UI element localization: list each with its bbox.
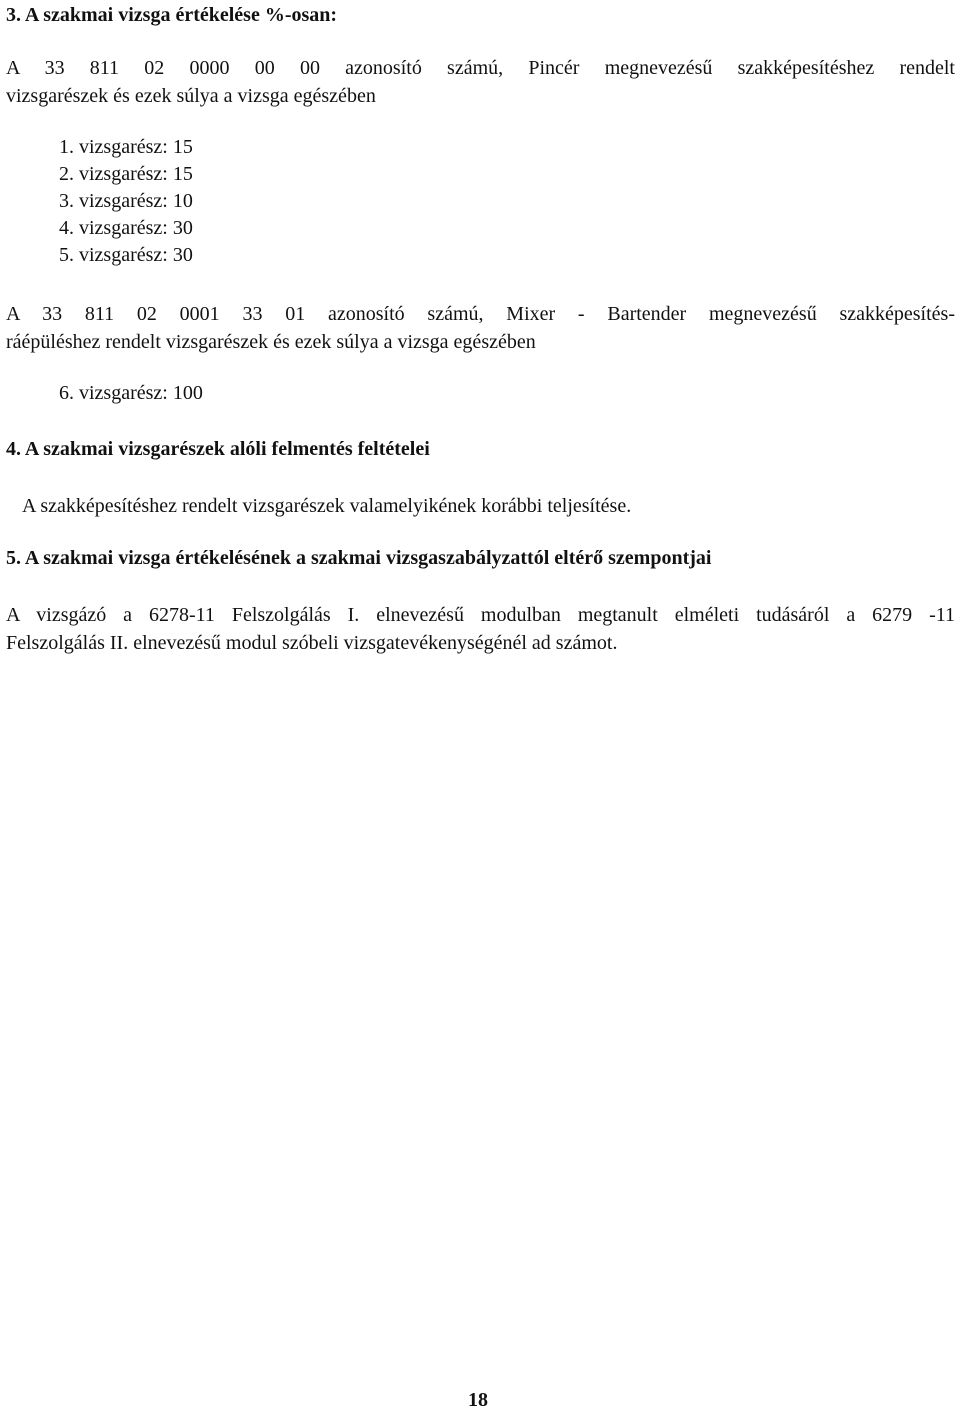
list-item: 6. vizsgarész: 100 [59, 382, 203, 404]
section-4-heading: 4. A szakmai vizsgarészek alóli felmentés feltételei [6, 438, 430, 460]
section-4-text: A szakképesítéshez rendelt vizsgarészek valamelyikének korábbi teljesítése. [22, 495, 632, 517]
section-3-heading: 3. A szakmai vizsga értékelése %-osan: [6, 4, 338, 26]
section-5-heading: 5. A szakmai vizsga értékelésének a szakmai vizsgaszabályzattól eltérő szempontjai [6, 547, 712, 569]
list-item: 5. vizsgarész: 30 [59, 244, 193, 266]
section-5-text-line2: Felszolgálás II. elnevezésű modul szóbeli vizsgatevékenységénél ad számot. [6, 632, 618, 654]
list-item: 1. vizsgarész: 15 [59, 136, 193, 158]
list-item: 4. vizsgarész: 30 [59, 217, 193, 239]
list-item: 2. vizsgarész: 15 [59, 163, 193, 185]
section-5-text-line1: A vizsgázó a 6278-11 Felszolgálás I. elnevezésű modulban megtanult elméleti tudásáról a 6279 -11 [6, 604, 955, 626]
block2-intro-line1: A 33 811 02 0001 33 01 azonosító számú, Mixer - Bartender megnevezésű szakképesítés- [6, 303, 955, 325]
page-number: 18 [468, 1389, 488, 1411]
block1-intro-line1: A 33 811 02 0000 00 00 azonosító számú, Pincér megnevezésű szakképesítéshez rendelt [6, 57, 955, 79]
block2-intro-line2: ráépüléshez rendelt vizsgarészek és ezek súlya a vizsga egészében [6, 331, 536, 353]
block1-intro-line2: vizsgarészek és ezek súlya a vizsga egészében [6, 85, 376, 107]
list-item: 3. vizsgarész: 10 [59, 190, 193, 212]
